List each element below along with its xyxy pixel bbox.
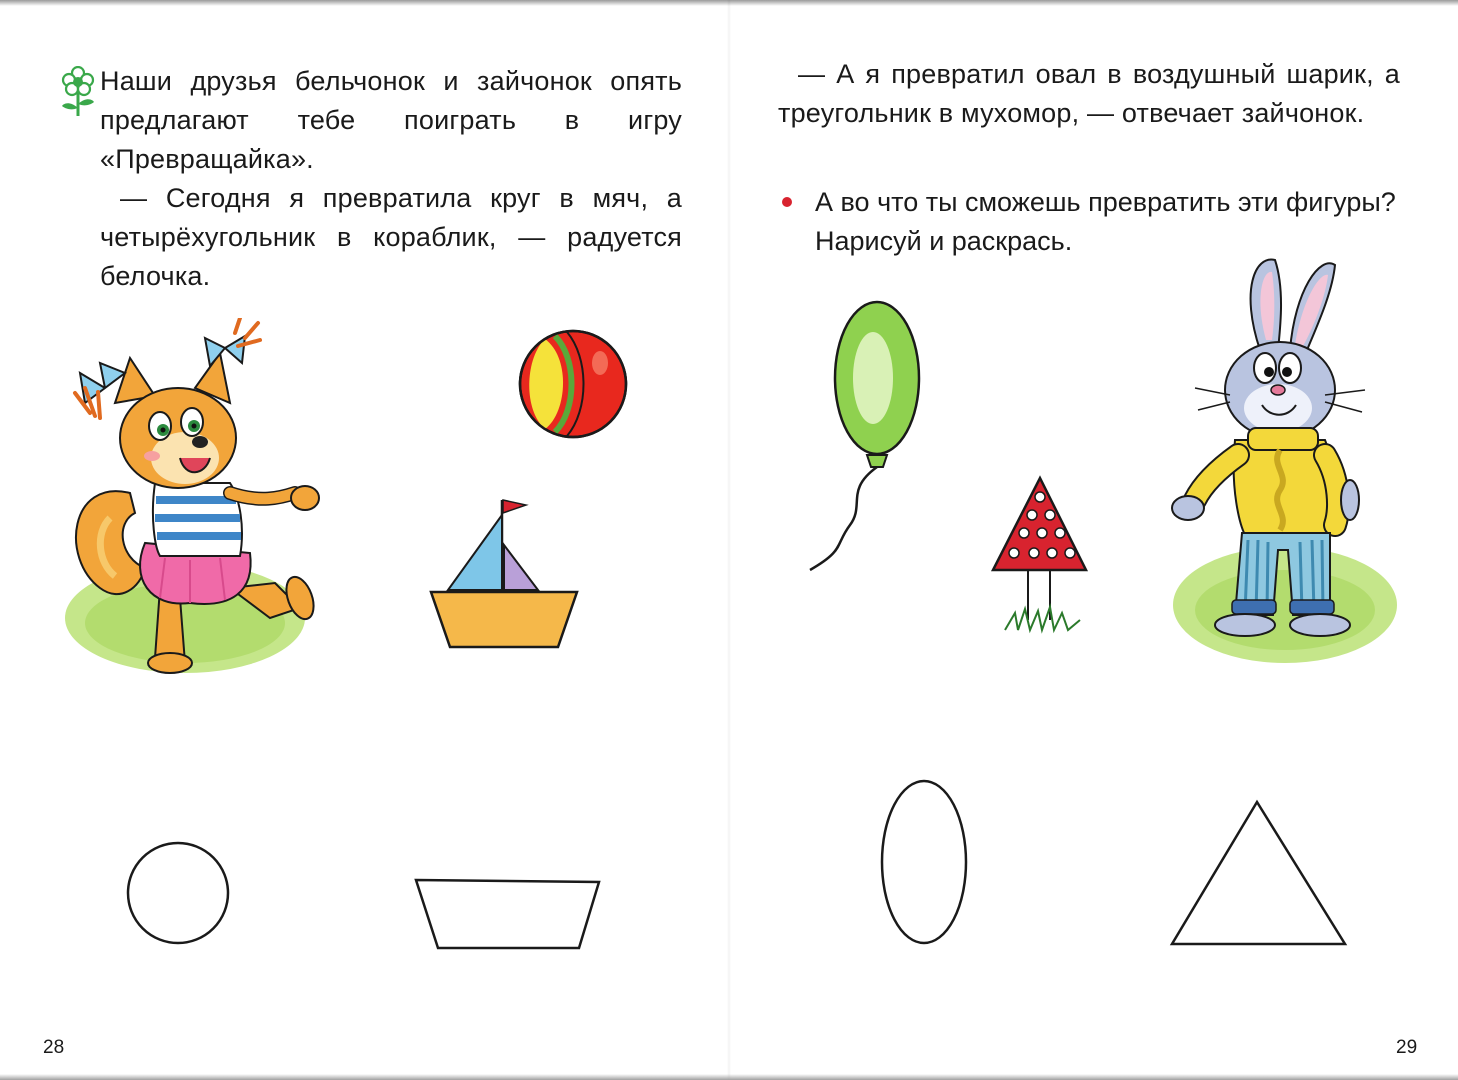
left-story-text [100,62,682,296]
ball-illustration [515,328,631,440]
squirrel-dialog: — Сегодня я превратила круг в мяч, а четырёхугольник в кораблик, — радуется белочка. [100,183,682,291]
rabbit-illustration [1170,250,1405,670]
blank-circle-shape[interactable] [125,840,231,946]
task-bullet [782,197,792,207]
right-story-text [778,55,1400,133]
task-question: А во что ты сможешь превратить эти фигуры? [815,187,1396,217]
blank-trapezoid-shape[interactable] [413,876,603,952]
book-spine [727,0,731,1080]
blank-oval-shape[interactable] [878,777,970,947]
blank-triangle-shape[interactable] [1168,797,1350,949]
boat-illustration [428,495,580,650]
intro-paragraph: Наши друзья бельчонок и зайчонок опять предлагают тебе поиграть в игру «Превращайка». [100,66,682,174]
flower-icon [59,66,97,118]
page-number-left: 28 [43,1037,65,1058]
page-number-right: 29 [1396,1037,1418,1058]
squirrel-illustration [60,318,330,688]
rabbit-dialog: — А я превратил овал в воздушный шарик, а треугольник в мухомор, — отвечает зайчонок. [778,59,1400,128]
page-bottom-shadow [0,1074,1458,1080]
balloon-illustration [805,300,935,575]
mushroom-illustration [990,475,1090,635]
task-action: Нарисуй и раскрась. [815,226,1073,256]
